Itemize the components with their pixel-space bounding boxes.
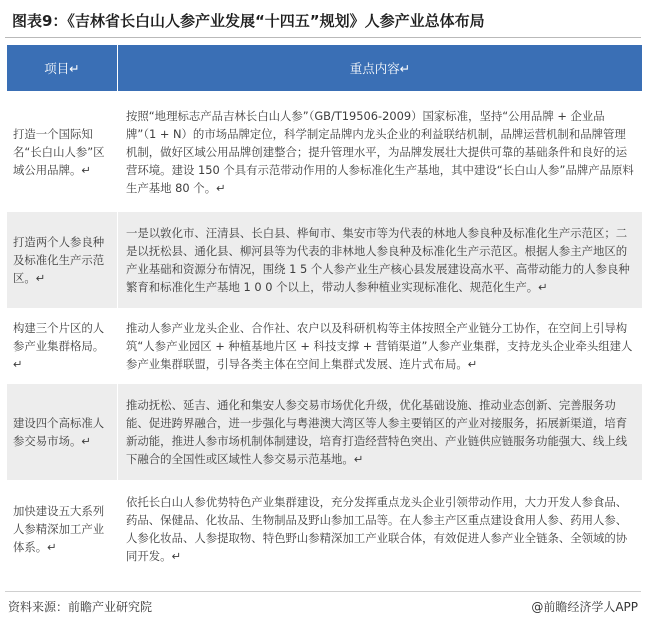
source-note: 资料来源：前瞻产业研究院 bbox=[8, 600, 153, 614]
table-row bbox=[7, 384, 643, 481]
row-item: 建设四个高标准人参交易市场。↵ bbox=[7, 384, 118, 481]
header-item: 项目↵ bbox=[7, 45, 118, 92]
footer-divider bbox=[5, 591, 641, 592]
row-content: 按照“地理标志产品吉林长白山人参”（GB/T19506-2009）国家标准，坚持“公用品牌 + 企业品牌”（1 + N）的市场品牌定位，科学制定品牌内龙头企业的利益联结机制，品牌运营机制和品牌管理机制，做好区域公用品牌创建整合；提升管理水平，为品牌发展壮大提供可靠的基础条件和良好的运营环境。建设 150 个具有示范带动作用的人参标准化生产基地，其中建设“长白山人参”品牌产品原料生产基地 80 个。↵ bbox=[118, 92, 643, 212]
figure-title: 图表9：《吉林省长白山人参产业发展“十四五”规划》人参产业总体布局 bbox=[12, 12, 485, 30]
title-divider bbox=[5, 37, 641, 38]
layout-table bbox=[6, 44, 643, 577]
table-row bbox=[7, 92, 643, 212]
brand-credit: @前瞻经济学人APP bbox=[531, 600, 638, 614]
row-item: 构建三个片区的人参产业集群格局。↵ bbox=[7, 309, 118, 384]
table-row bbox=[7, 212, 643, 309]
table-row bbox=[7, 309, 643, 384]
row-item: 打造两个人参良种及标准化生产示范区。↵ bbox=[7, 212, 118, 309]
row-content: 推动抚松、延吉、通化和集安人参交易市场优化升级，优化基础设施、推动业态创新、完善服务功能、促进跨界融合，进一步强化与粤港澳大湾区等人参主要销区的产业对接服务，拓展新渠道，培育新动能，推进人参市场机制体制建设，培育打造经营特色突出、产业链供应链服务功能强大、线上线下融合的全国性或区域性人参交易示范基地。↵ bbox=[118, 384, 643, 481]
row-item: 打造一个国际知名“长白山人参”区域公用品牌。↵ bbox=[7, 92, 118, 212]
table-row bbox=[7, 481, 643, 577]
header-content: 重点内容↵ bbox=[118, 45, 643, 92]
row-content: 推动人参产业龙头企业、合作社、农户以及科研机构等主体按照全产业链分工协作，在空间上引导构筑“人参产业园区 + 种植基地片区 + 科技支撑 + 营销渠道”人参产业集群，支持龙头企业牵头组建人参产业集群联盟，引导各类主体在空间上集群式发展、连片式布局。↵ bbox=[118, 309, 643, 384]
row-content: 一是以敦化市、汪清县、长白县、桦甸市、集安市等为代表的林地人参良种及标准化生产示范区；二是以抚松县、通化县、柳河县等为代表的非林地人参良种及标准化生产示范区。根据人参主产地区的产业基础和资源分布情况，围绕 1 5 个人参产业生产核心县发展建设高水平、高带动能力的人参良种繁育和标准化生产基地 1 0 0 个以上，带动人参种植业实现标准化、规范化生产。↵ bbox=[118, 212, 643, 309]
row-item: 加快建设五大系列人参精深加工产业体系。↵ bbox=[7, 481, 118, 577]
table-header-row bbox=[7, 45, 643, 92]
row-content: 依托长白山人参优势特色产业集群建设，充分发挥重点龙头企业引领带动作用，大力开发人参食品、药品、保健品、化妆品、生物制品及野山参加工品等。在人参主产区重点建设食用人参、药用人参、人参化妆品、人参提取物、特色野山参精深加工产业联合体，有效促进人参产业全链条、全领域的协同开发。↵ bbox=[118, 481, 643, 577]
